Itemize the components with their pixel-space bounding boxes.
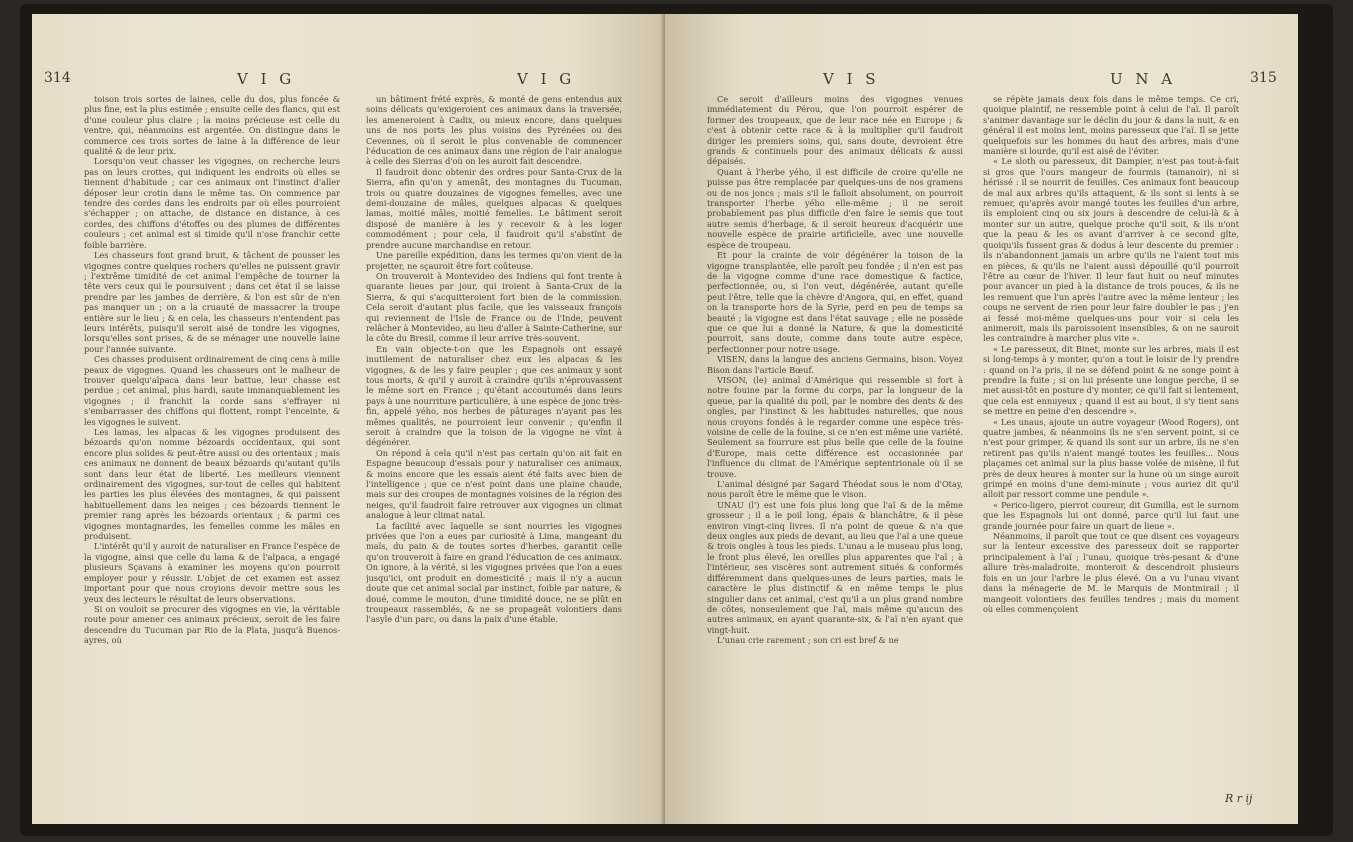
paragraph: VISEN, dans la langue des anciens Germains, bison. Voyez Bison dans l'article Bœuf. [707,354,963,375]
left-running-head [32,70,665,92]
paragraph: L'intérêt qu'il y auroit de naturaliser en France l'espèce de la vigogne, ainsi que celle du lama & de l'alpaca, a engagé plusieurs Sçavans à examiner les moyens qu'on pourroit employer pour y réussir. L'objet de cet examen est assez important pour que nous croyions devoir mettre sous les yeux des lecteurs le résultat de leurs observations. [84,541,340,604]
paragraph: « Le sloth ou paresseux, dit Dampier, n'est pas tout-à-fait si gros que l'ours mangeur de fourmis (tamanoir), ni si hérissé : il se nourrit de feuilles. Ces animaux font beaucoup de mal aux arbres qu'ils attaquent, & ils sont si lents à se remuer, qu'après avoir mangé toutes les feuilles d'un arbre, ils emploient cinq ou six jours à descendre de celui-là & à monter sur un autre, quelque proche qu'il soit, & ils n'ont que la peau & les os avant d'arriver à ce second gîte, quoiqu'ils fussent gras & dodus à leur descente du premier : ils n'abandonnent jamais un arbre qu'ils ne l'aient tout mis en pièces, & qu'ils ne l'aient aussi dépouillé qu'il pourroit l'être au cœur de l'hiver. Il leur faut huit ou neuf minutes pour avancer un pied à la distance de trois pouces, & ils ne les remuent que l'un après l'autre avec la même lenteur ; les coups ne servent de rien pour leur faire doubler le pas ; j'en ai fessé moi-même quelques-uns pour voir si cela les animeroit, mais ils paroissoient insensibles, & on ne sauroit les contraindre à marcher plus vite ». [983,156,1239,344]
paragraph: On répond à cela qu'il n'est pas certain qu'on ait fait en Espagne beaucoup d'essais pour y naturaliser ces animaux, & moins encore que les essais aient été faits avec bien de l'intelligence ; que ce n'est point dans une plaine chaude, mais sur des croupes de montagnes voisines de la région des neiges, qu'il faudroit faire retrouver aux vigognes un climat analogue à leur climat natal. [366,447,622,521]
paragraph: « Le paresseux, dit Binet, monte sur les arbres, mais il est si long-temps à y monter, qu'on a tout le loisir de l'y prendre : quand on l'a pris, il ne se défend point & ne songe point à prendre la fuite ; si on lui présente une longue perche, il se met aussi-tôt en posture d'y monter, ce qu'il fait si lentement, que cela est ennuyeux ; quand il est au bout, il s'y tient sans se mettre en peine d'en descendre ». [983,343,1239,417]
right-column-2 [983,94,1239,784]
right-running-head [665,70,1298,92]
paragraph: se répète jamais deux fois dans le même temps. Ce cri, quoique plaintif, ne ressemble point à celui de l'aï. Il paroît s'animer davantage sur le déclin du jour & dans la nuit, & en général il est moins lent, moins paresseux que l'aï. Il se jette quelquefois sur les hommes du haut des arbres, mais d'une manière si lourde, qu'il est aisé de l'éviter. [983,94,1239,157]
left-column-2 [366,94,622,784]
headword-right-2: U N A [1110,70,1177,88]
page-number-left: 314 [44,70,71,86]
paragraph: un bâtiment frété exprès, & monté de gens entendus aux soins délicats qu'exigeroient ces animaux dans la traversée, les ameneroient à Cadix, ou mieux encore, dans quelques uns de nos ports les plus voisins des Pyrénées ou des Cevennes, où il seroit le plus convenable de commencer l'éducation de ces animaux dans une région de l'air analogue à celle des Sierras d'où on les auroit fait descendre. [366,94,622,167]
paragraph: On trouveroit à Montevideo des Indiens qui font trente à quarante lieues par jour, qui iroient à Santa-Crux de la Sierra, & qui s'acquitteroient fort bien de la commission. Cela seroit d'autant plus facile, que les vaisseaux françois qui reviennent de l'Isle de France ou de l'Inde, peuvent relâcher à Montevideo, au lieu d'aller à Sainte-Catherine, sur la côte du Bresil, comme il leur arrive très-souvent. [366,270,622,344]
paragraph: UNAU (l') est une fois plus long que l'aï & de la même grosseur ; il a le poil long, épais & blanchâtre, & il pèse environ vingt-cinq livres. Il n'a point de queue & n'a que deux ongles aux pieds de devant, au lieu que l'aï a une queue & trois ongles à tous les pieds. L'unau a le museau plus long, le front plus élevé, les oreilles plus apparentes que l'aï ; à l'intérieur, ses viscères sont autrement situés & conformés différemment dans quelques-unes de leurs parties, mais le caractère le plus distinctif & en même temps le plus singulier dans cet animal, c'est qu'il a un plus grand nombre de côtes, nonseulement que l'aï, mais même qu'aucun des autres animaux, en ayant quarante-six, & l'aï n'en ayant que vingt-huit. [707,499,963,635]
paragraph: Si on vouloit se procurer des vigognes en vie, la véritable route pour amener ces animaux précieux, seroit de les faire descendre du Tucuman par Rio de la Plata, jusqu'à Buenos-ayres, où [84,603,340,646]
paragraph: VISON, (le) animal d'Amérique qui ressemble si fort à notre fouine par la forme du corps, par la longueur de la queue, par la qualité du poil, par le nombre des dents & des ongles, par l'instinct & les habitudes naturelles, que nous nous croyons fondés à le regarder comme une espèce très-voisine de celle de la fouine, si ce n'en est même une variété. Seulement sa fourrure est plus belle que celle de la fouine d'Europe, mais cette différence est occasionnée par l'influence du climat de l'Amérique septentrionale où il se trouve. [707,374,963,479]
headword-left-1: V I G [237,70,296,88]
paragraph: Les lamas, les alpacas & les vigognes produisent des bézoards qu'on nomme bézoards occidentaux, qui sont encore plus solides & peut-être aussi ou des orientaux ; mais ces animaux ne donnent de beaux bézoards qu'autant qu'ils sont dans leur état de liberté. Les meilleurs viennent ordinairement des vigognes, sur-tout de celles qui habitent les parties les plus élevées des montagnes, & qui paissent habituellement dans les neiges ; ces bézoards tiennent le premier rang après les bézoards orientaux ; & parmi ces vigognes montagnardes, les femelles comme les mâles en produisent. [84,427,340,542]
paragraph: « Les unaus, ajoute un autre voyageur (Wood Rogers), ont quatre jambes, & néanmoins ils ne s'en servent point, si ce n'est pour grimper, & quand ils sont sur un arbre, ils ne s'en retirent pas qu'ils n'aient mangé toutes les feuilles... Nous plaçames cet animal sur la plus basse volée de misène, il fut près de deux heures à monter sur la hune où un singe auroit grimpé en moins d'une demi-minute ; vous auriez dit qu'il alloit par ressort comme une pendule ». [983,416,1239,500]
paragraph: La facilité avec laquelle se sont nourries les vigognes privées que l'on a eues par curiosité à Lima, mangeant du maïs, du pain & de toutes sortes d'herbes, garantit celle qu'on trouveroit à faire en grand l'éducation de ces animaux. On ignore, à la vérité, si les vigognes privées que l'on a eues jusqu'ici, ont produit en domesticité ; mais il n'y a aucun doute que cet animal social par instinct, foible par nature, & doué, comme le mouton, d'une timidité douce, ne se plût en troupeaux rassemblés, & ne se propageât volontiers dans l'asyle d'un parc, ou dans la paix d'une étable. [366,520,622,625]
paragraph: Ces chasses produisent ordinairement de cinq cens à mille peaux de vigognes. Quand les chasseurs ont le malheur de trouver quelqu'alpaca dans leur battue, leur chasse est perdue ; cet animal, plus hardi, saute immanquablement les vigognes ; il franchit la corde sans s'effrayer ni s'embarrasser des chiffons qui flottent, rompt l'enceinte, & les vigognes le suivent. [84,354,340,427]
paragraph: Et pour la crainte de voir dégénérer la toison de la vigogne transplantée, elle paroît peu fondée ; il n'en est pas de la vigogne comme d'une race domestique & factice, perfectionnée, ou, si l'on veut, dégénérée, autant qu'elle peut l'être, telle que la chèvre d'Angora, qui, en effet, quand on la transporte hors de la Syrie, perd en peu de temps sa beauté ; la vigogne est dans l'état sauvage ; elle ne possède que ce que lui a donné la Nature, & que la domesticité pourroit, sans doute, comme dans toute autre espèce, perfectionner pour notre usage. [707,250,963,354]
headword-left-2: V I G [517,70,576,88]
paragraph: Une pareille expédition, dans les termes qu'on vient de la projetter, ne sçauroit être fort coûteuse. [366,250,622,271]
page-number-right: 315 [1250,70,1277,86]
paragraph: Ce seroit d'ailleurs moins des vigognes venues immédiatement du Pérou, que l'on pourroit espérer de former des troupeaux, que de leur race née en Europe ; & c'est à obtenir cette race & à la multiplier qu'il faudroit diriger les premiers soins, qui, sans doute, devroient être grands & continuels pour des animaux délicats & aussi dépaisés. [707,94,963,167]
left-column-1 [84,94,340,784]
signature-mark: R r ij [1225,792,1253,805]
right-page [665,14,1298,824]
paragraph: Lorsqu'on veut chasser les vigognes, on recherche leurs pas on leurs crottes, qui indiquent les endroits où elles se tiennent d'habitude ; car ces animaux ont l'instinct d'aller déposer leur crotin dans le même tas. On commence par tendre des cordes dans les endroits par où elles pourroient s'échapper ; on attache, de distance en distance, à ces cordes, des chiffons d'étoffes ou des plumes de différentes couleurs ; cet animal est si timide qu'il n'ose franchir cette foible barrière. [84,156,340,250]
paragraph: L'animal désigné par Sagard Théodat sous le nom d'Otay, nous paroît être le même que le vison. [707,479,963,500]
paragraph: L'unau crie rarement ; son cri est bref & ne [717,635,899,646]
left-page [32,14,665,824]
paragraph: Quant à l'herbe yého, il est difficile de croire qu'elle ne puisse pas être remplacée par quelques-uns de nos gramens ou de nos joncs ; mais s'il le falloit absolument, on pourroit transporter l'herbe yého elle-même ; il ne seroit probablement pas plus difficile d'en faire le semis que tout autre semis d'herbage, & il seroit heureux d'acquérir une nouvelle espèce de prairie artificielle, avec une nouvelle espèce de troupeau. [707,166,963,250]
paragraph: Les chasseurs font grand bruit, & tâchent de pousser les vigognes contre quelques rochers qu'elles ne puissent gravir ; l'extrême timidité de cet animal l'empêche de tourner la tête vers ceux qui le poursuivent ; dans cet état il se laisse prendre par les jambes de derrière, & l'on est sûr de n'en pas manquer un ; on a la cruauté de massacrer la troupe entière sur le lieu ; & en cela, les chasseurs n'entendent pas leurs intérêts, puisqu'il seroit aisé de tondre les vigognes, lorsqu'elles sont prises, & de se ménager une nouvelle laine pour l'année suivante. [84,250,340,354]
paragraph: Il faudroit donc obtenir des ordres pour Santa-Crux de la Sierra, afin qu'on y amenât, des montagnes du Tucuman, trois ou quatre douzaines de vigognes femelles, avec une demi-douzaine de mâles, quelques alpacas & quelques lamas, moitié mâles, moitié femelles. Le bâtiment seroit disposé de manière à les y recevoir & à les loger commodément ; pour cela, il faudroit qu'il s'abstînt de prendre aucune marchandise en retour. [366,166,622,250]
paragraph: « Perico-ligero, pierrot coureur, dit Gumilla, est le surnom que les Espagnols lui ont donné, parce qu'il lui faut une grande journée pour faire un quart de lieue ». [983,499,1239,531]
headword-right-1: V I S [823,70,880,88]
paragraph: En vain objecte-t-on que les Espagnols ont essayé inutilement de naturaliser chez eux les alpacas & les vigognes, & de les y faire peupler ; que ces animaux y sont tous morts, & qu'il y auroit à craindre qu'ils n'éprouvassent le même sort en France ; qu'étant accoutumés dans leurs pays à une nourriture particulière, à une espèce de jonc très-fin, appelé yého, nos herbes de pâturages n'ayant pas les mêmes qualités, ne pourroient leur convenir ; qu'enfin il seroit à craindre que la toison de la vigogne ne vînt à dégénérer. [366,343,622,448]
paragraph: toison trois sortes de laines, celle du dos, plus foncée & plus fine, est la plus estimée ; ensuite celle des flancs, qui est d'une couleur plus claire ; la moins précieuse est celle du ventre, qui, néanmoins est argentée. On distingue dans le commerce ces trois sortes de laine à la différence de leur qualité & de leur prix. [84,94,340,157]
right-column-1 [707,94,963,784]
paragraph: Néanmoins, il paroît que tout ce que disent ces voyageurs sur la lenteur excessive des paresseux doit se rapporter principalement à l'aï ; l'unau, quoique très-pesant & d'une allure très-maladroite, monteroit & descendroit plusieurs fois en un jour l'arbre le plus élevé. On a vu l'unau vivant dans la ménagerie de M. le Marquis de Montmirail ; il mangeoit volontiers des feuilles tendres ; mais du moment où elles commençoient [983,531,1239,614]
